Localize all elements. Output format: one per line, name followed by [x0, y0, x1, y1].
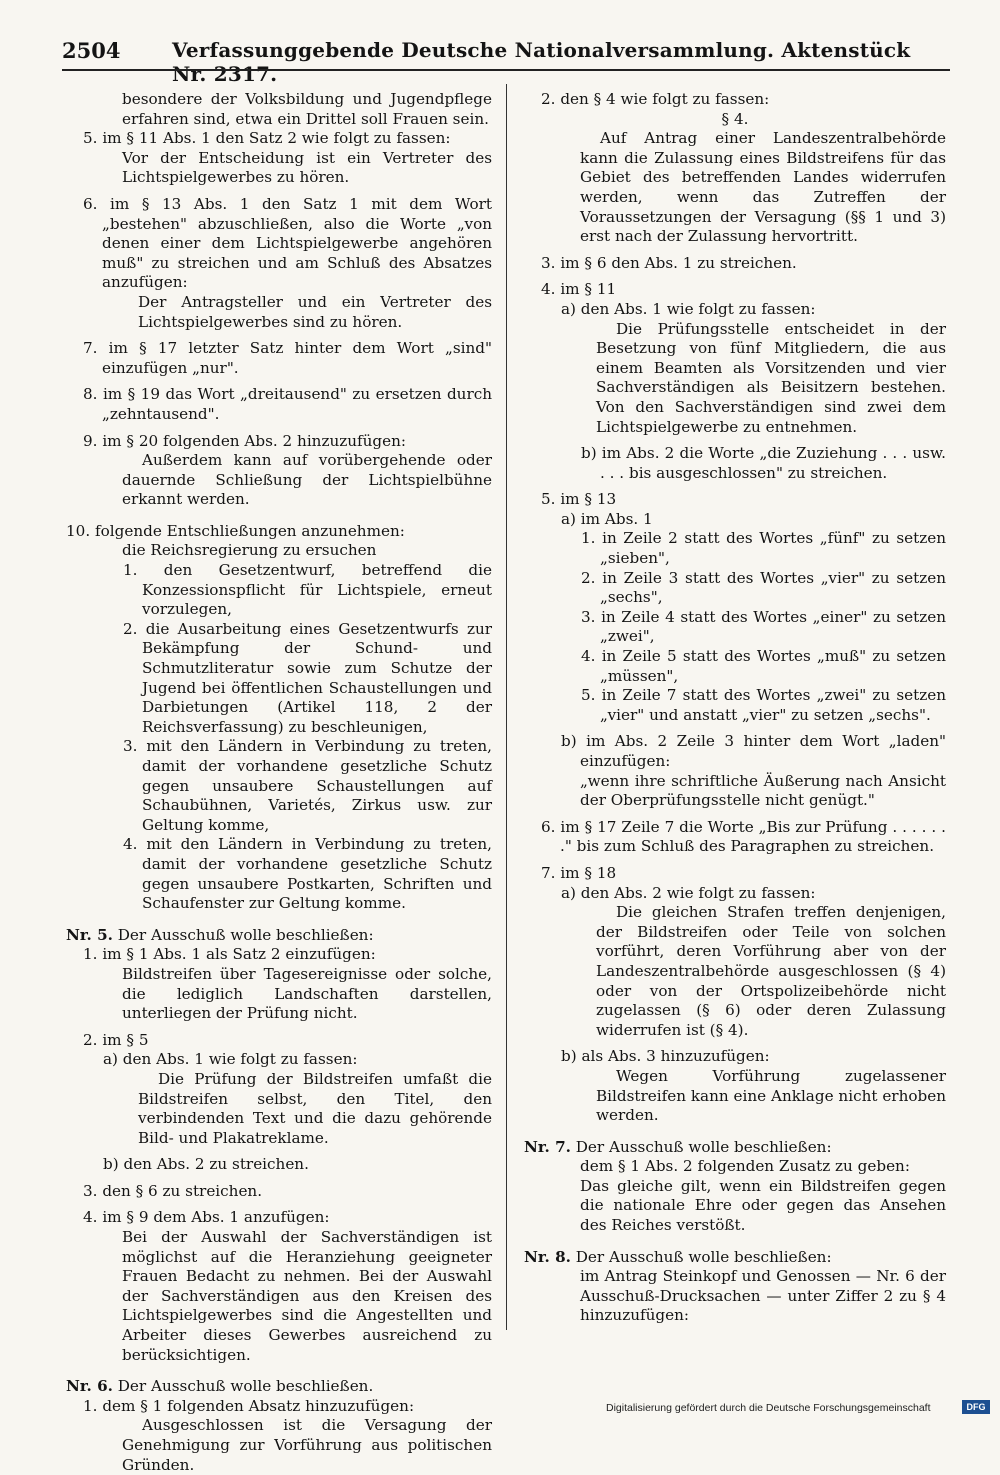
sub-sub-list-item: 2. in Zeile 3 statt des Wortes „vier" zu setzen „sechs",	[581, 568, 946, 607]
list-item: 7. im § 18	[541, 863, 617, 882]
motion-number: Nr. 8.	[524, 1247, 571, 1266]
section-heading: § 4.	[721, 109, 749, 128]
digitization-credit: Digitalisierung gefördert durch die Deutsche Forschungsgemeinschaft	[606, 1402, 931, 1414]
page-header	[62, 38, 950, 86]
sub-list-item: a) den Abs. 2 wie folgt zu fassen:	[561, 883, 816, 902]
sub-sub-list-item: 3. in Zeile 4 statt des Wortes „einer" zu setzen „zwei",	[581, 607, 946, 646]
list-item: 5. im § 11 Abs. 1 den Satz 2 wie folgt zu fassen:	[83, 129, 451, 148]
sub-sub-list-item: 1. in Zeile 2 statt des Wortes „fünf" zu setzen „sieben",	[581, 529, 946, 568]
list-item: 6. im § 17 Zeile 7 die Worte „Bis zur Prüfung . . . . . . ." bis zum Schluß des Paragraphen zu streichen.	[541, 817, 946, 856]
running-title: Verfassunggebende Deutsche Nationalversammlung. Aktenstück Nr. 2317.	[172, 38, 911, 86]
sub-list-item: b) im Abs. 2 die Worte „die Zuziehung . . . usw. . . . bis ausgeschlossen" zu streichen.	[581, 444, 946, 482]
quoted-text: Der Antragsteller und ein Vertreter des Lichtspielgewerbes sind zu hören.	[138, 292, 492, 331]
quoted-text: Die Prüfungsstelle entscheidet in der Besetzung von fünf Mitgliedern, die aus einem Beamten als Vorsitzenden und vier Sachverständigen als Beisitzern bestehen. Von den Sachverständigen sind zwei dem Lichtspielgewerbe zu entnehmen.	[596, 319, 946, 436]
sub-list-item: 3. mit den Ländern in Verbindung zu treten, damit der vorhandene gesetzliche Schutz gegen unsaubere Schaustellungen auf Schaubühnen, Varietés, Zirkus usw. zur Geltung komme,	[123, 737, 492, 834]
quoted-text: Bei der Auswahl der Sachverständigen ist möglichst auf die Heranziehung geeigneter Frauen Bedacht zu nehmen. Bei der Auswahl der Sachverständigen aus den Kreisen des Lichtspielgewerbes sind die Angestellten und Arbeiter dieses Gewerbes ausreichend zu berücksichtigen.	[122, 1228, 492, 1364]
header-rule	[62, 69, 950, 71]
motion-number: Nr. 5.	[66, 925, 113, 944]
sub-sub-list-item: 5. in Zeile 7 statt des Wortes „zwei" zu setzen „vier" und anstatt „vier" zu setzen „sechs".	[581, 686, 946, 724]
sub-list-item: a) den Abs. 1 wie folgt zu fassen:	[103, 1050, 358, 1069]
right-column	[524, 90, 946, 1326]
quoted-text: Die Prüfung der Bildstreifen umfaßt die Bildstreifen selbst, den Titel, den verbindenden Text und die dazu gehörende Bild- und Plakatreklame.	[138, 1069, 492, 1147]
list-item: 4. im § 11	[541, 280, 617, 299]
sub-list-item: 1. den Gesetzentwurf, betreffend die Konzessionspflicht für Lichtspiele, erneut vorzulegen,	[123, 561, 492, 619]
quoted-text: Auf Antrag einer Landeszentralbehörde kann die Zulassung eines Bildstreifens für das Gebiet des betreffenden Landes widerrufen werden, wenn das Zutreffen der Voraussetzungen der Versagung (§§ 1 und 3) erst nach der Zulassung hervortritt.	[580, 129, 946, 246]
sub-list-item: a) im Abs. 1	[561, 509, 653, 528]
list-item: 1. dem § 1 folgenden Absatz hinzuzufügen:	[83, 1396, 415, 1415]
list-item: 2. den § 4 wie folgt zu fassen:	[541, 90, 770, 108]
motion-intro: Der Ausschuß wolle beschließen:	[575, 1247, 832, 1266]
quoted-text: Bildstreifen über Tagesereignisse oder solche, die lediglich Landschaften darstellen, unterliegen der Prüfung nicht.	[122, 964, 492, 1023]
list-item: 7. im § 17 letzter Satz hinter dem Wort „sind" einzufügen „nur".	[83, 339, 492, 377]
paragraph: im Antrag Steinkopf und Genossen — Nr. 6 der Ausschuß-Drucksachen — unter Ziffer 2 zu § 4 hinzuzufügen:	[580, 1267, 946, 1325]
dfg-logo: DFG	[962, 1400, 990, 1414]
list-item: 3. den § 6 zu streichen.	[83, 1181, 263, 1200]
sub-list-item: 2. die Ausarbeitung eines Gesetzentwurfs zur Bekämpfung der Schund- und Schmutzliteratur sowie zum Schutze der Jugend bei öffentlichen Schaustellungen und Darbietungen (Artikel 118, 2 der Reichsverfassung) zu beschleunigen,	[123, 619, 492, 736]
quoted-text: Außerdem kann auf vorübergehende oder dauernde Schließung der Lichtspielbühne erkannt werden.	[122, 451, 492, 509]
sub-list-item: b) im Abs. 2 Zeile 3 hinter dem Wort „laden" einzufügen:	[561, 732, 946, 770]
page-number: 2504	[62, 38, 121, 63]
paragraph: besondere der Volksbildung und Jugendpflege erfahren sind, etwa ein Drittel soll Frauen sein.	[122, 90, 492, 128]
quoted-text: Das gleiche gilt, wenn ein Bildstreifen gegen die nationale Ehre oder gegen das Ansehen des Reiches verstößt.	[580, 1176, 946, 1235]
sub-list-item: b) als Abs. 3 hinzuzufügen:	[561, 1047, 770, 1066]
sub-list-item: 4. mit den Ländern in Verbindung zu treten, damit der vorhandene gesetzliche Schutz gegen unsaubere Postkarten, Schriften und Schaufenster zur Geltung komme.	[123, 835, 492, 913]
list-item: 3. im § 6 den Abs. 1 zu streichen.	[541, 253, 797, 272]
list-item: 1. im § 1 Abs. 1 als Satz 2 einzufügen:	[83, 945, 376, 964]
motion-intro: Der Ausschuß wolle beschließen:	[575, 1137, 832, 1156]
quoted-text: Die gleichen Strafen treffen denjenigen, der Bildstreifen oder Teile von solchen vorführt, deren Vorführung aber von der Landeszentralbehörde ausgeschlossen (§ 4) oder von der Ortspolizeibehörde nicht zugelassen (§ 6) oder deren Zulassung widerrufen ist (§ 4).	[596, 903, 946, 1039]
list-item: 5. im § 13	[541, 490, 617, 509]
left-column	[66, 90, 492, 1475]
list-item: 9. im § 20 folgenden Abs. 2 hinzuzufügen:	[83, 431, 407, 450]
motion-intro: Der Ausschuß wolle beschließen.	[117, 1377, 374, 1396]
list-item: 8. im § 19 das Wort „dreitausend" zu ersetzen durch „zehntausend".	[83, 385, 492, 423]
column-divider	[506, 84, 507, 1330]
paragraph: die Reichsregierung zu ersuchen	[122, 541, 377, 560]
motion-number: Nr. 6.	[66, 1377, 113, 1396]
list-item: 6. im § 13 Abs. 1 den Satz 1 mit dem Wort „bestehen" abzuschließen, also die Worte „von denen einer dem Lichtspielgewerbe angehören muß" zu streichen und am Schluß des Absatzes anzufügen:	[83, 194, 492, 292]
sub-list-item: a) den Abs. 1 wie folgt zu fassen:	[561, 299, 816, 318]
quoted-text: Vor der Entscheidung ist ein Vertreter des Lichtspielgewerbes zu hören.	[122, 148, 492, 187]
sub-sub-list-item: 4. in Zeile 5 statt des Wortes „muß" zu setzen „müssen",	[581, 647, 946, 685]
list-item: 2. im § 5	[83, 1030, 149, 1049]
quoted-text: Wegen Vorführung zugelassener Bildstreifen kann eine Anklage nicht erhoben werden.	[596, 1066, 946, 1125]
motion-number: Nr. 7.	[524, 1137, 571, 1156]
list-item: 4. im § 9 dem Abs. 1 anzufügen:	[83, 1208, 330, 1227]
quoted-text: „wenn ihre schriftliche Äußerung nach Ansicht der Oberprüfungsstelle nicht genügt."	[580, 771, 946, 810]
quoted-text: Ausgeschlossen ist die Versagung der Genehmigung zur Vorführung aus politischen Gründen.	[122, 1416, 492, 1474]
paragraph: dem § 1 Abs. 2 folgenden Zusatz zu geben:	[580, 1157, 910, 1176]
list-item: 10. folgende Entschließungen anzunehmen:	[66, 521, 405, 540]
motion-intro: Der Ausschuß wolle beschließen:	[117, 925, 374, 944]
sub-list-item: b) den Abs. 2 zu streichen.	[103, 1155, 309, 1174]
